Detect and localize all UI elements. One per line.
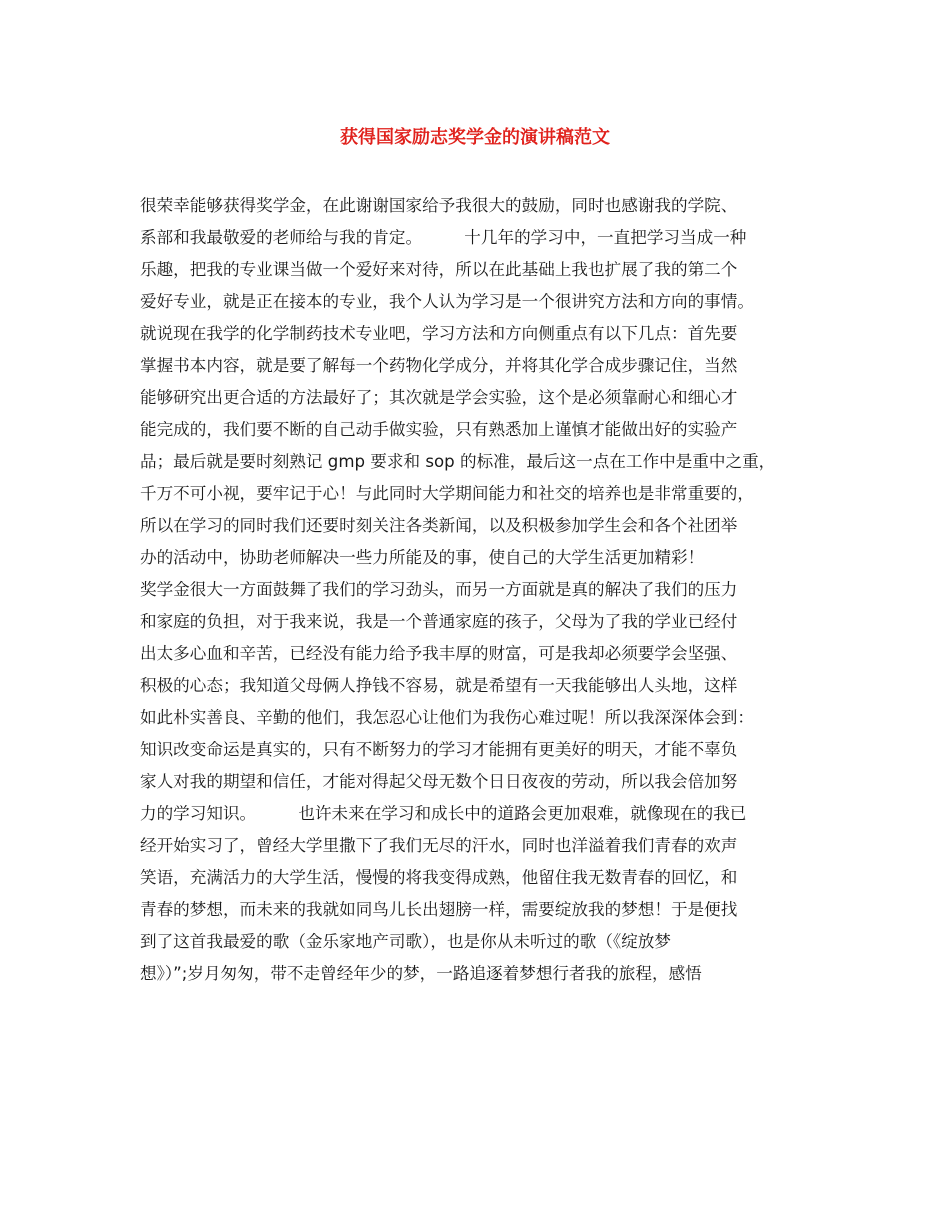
body-line: 知识改变命运是真实的，只有不断努力的学习才能拥有更美好的明天，才能不辜负 <box>140 740 738 759</box>
body-line: 能完成的，我们要不断的自己动手做实验，只有熟悉加上谨慎才能做出好的实验产 <box>140 420 738 439</box>
document-body <box>140 190 830 990</box>
body-line: 品；最后就是要时刻熟记 gmp 要求和 sop 的标准，最后这一点在工作中是重中之重， <box>140 452 776 471</box>
body-line: 如此朴实善良、辛勤的他们，我怎忍心让他们为我伤心难过呢！所以我深深体会到： <box>140 708 754 727</box>
body-line: 办的活动中，协助老师解决一些力所能及的事，使自己的大学生活更加精彩！ <box>140 548 705 567</box>
body-line: 乐趣，把我的专业课当做一个爱好来对待，所以在此基础上我也扩展了我的第二个 <box>140 260 738 279</box>
body-line: 家人对我的期望和信任，才能对得起父母无数个日日夜夜的劳动，所以我会倍加努 <box>140 772 738 791</box>
body-line: 出太多心血和辛苦，已经没有能力给予我丰厚的财富，可是我却必须要学会坚强、 <box>140 644 738 663</box>
body-line: 爱好专业，就是正在接本的专业，我个人认为学习是一个很讲究方法和方向的事情。 <box>140 292 754 311</box>
body-line: 能够研究出更合适的方法最好了；其次就是学会实验，这个是必须靠耐心和细心才 <box>140 388 738 407</box>
body-line: 系部和我最敬爱的老师给与我的肯定。 十几年的学习中，一直把学习当成一种 <box>140 228 747 247</box>
body-line: 所以在学习的同时我们还要时刻关注各类新闻，以及积极参加学生会和各个社团举 <box>140 516 738 535</box>
body-line: 奖学金很大一方面鼓舞了我们的学习劲头，而另一方面就是真的解决了我们的压力 <box>140 580 738 599</box>
body-line: 积极的心态；我知道父母俩人挣钱不容易，就是希望有一天我能够出人头地，这样 <box>140 676 738 695</box>
body-line: 掌握书本内容，就是要了解每一个药物化学成分，并将其化学合成步骤记住，当然 <box>140 356 738 375</box>
body-line: 青春的梦想，而未来的我就如同鸟儿长出翅膀一样，需要绽放我的梦想！于是便找 <box>140 900 738 919</box>
body-line: 就说现在我学的化学制药技术专业吧，学习方法和方向侧重点有以下几点：首先要 <box>140 324 738 343</box>
body-line: 和家庭的负担，对于我来说，我是一个普通家庭的孩子，父母为了我的学业已经付 <box>140 612 738 631</box>
body-line: 到了这首我最爱的歌（金乐家地产司歌），也是你从未听过的歌（《绽放梦 <box>140 932 671 951</box>
document-title: 获得国家励志奖学金的演讲稿范文 <box>340 127 610 148</box>
body-line: 想》）”;岁月匆匆，带不走曾经年少的梦，一路追逐着梦想行者我的旅程，感悟 <box>140 964 702 983</box>
body-line: 笑语，充满活力的大学生活，慢慢的将我变得成熟，他留住我无数青春的回忆，和 <box>140 868 738 887</box>
body-line: 千万不可小视，要牢记于心！与此同时大学期间能力和社交的培养也是非常重要的， <box>140 484 754 503</box>
body-line: 很荣幸能够获得奖学金，在此谢谢国家给予我很大的鼓励，同时也感谢我的学院、 <box>140 196 738 215</box>
body-line: 力的学习知识。 也许未来在学习和成长中的道路会更加艰难，就像现在的我已 <box>140 804 747 823</box>
body-line: 经开始实习了，曾经大学里撒下了我们无尽的汗水，同时也洋溢着我们青春的欢声 <box>140 836 738 855</box>
